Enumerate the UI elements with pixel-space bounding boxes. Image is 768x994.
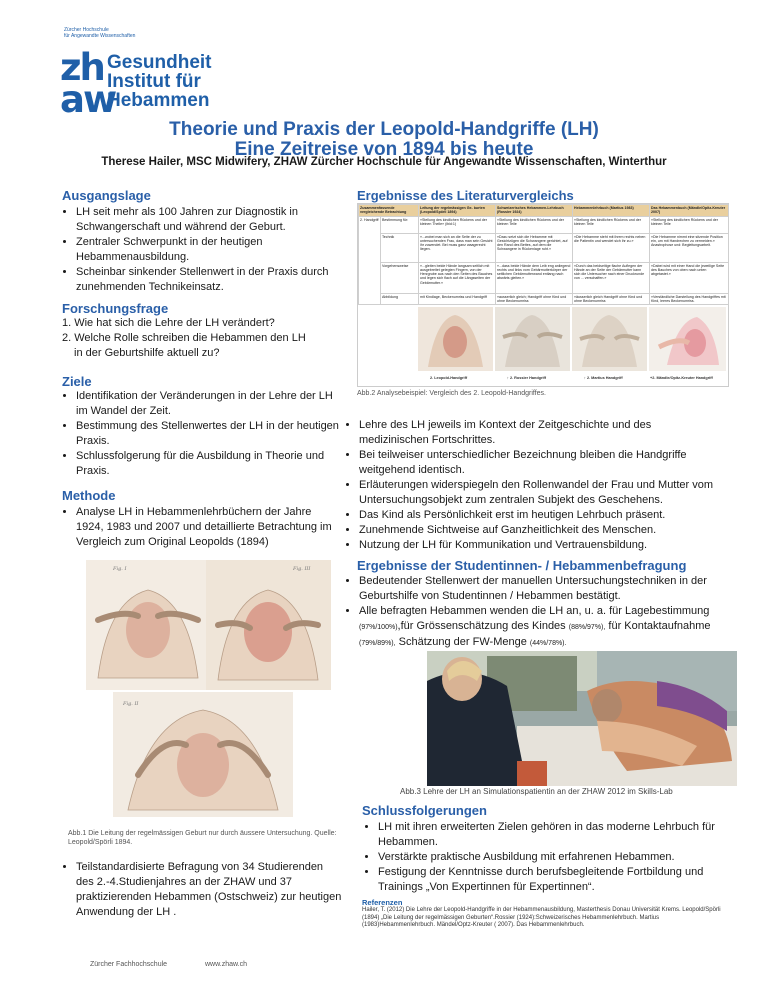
befragung-method xyxy=(62,860,342,920)
table-cell: «...wobei man sich an die Seite der zu untersuchenden Frau, dass man sein Gesicht ihr zuwendet. Bei muss ganz waagerecht liegen. xyxy=(419,233,496,262)
table-cell: «Stellung des kindlichen Rückens und der kleinen Teile xyxy=(496,216,573,233)
literatur-results xyxy=(343,418,723,553)
fig-label-b: Fig. III xyxy=(293,566,311,572)
martius-thumb-svg xyxy=(572,307,647,371)
leopold-illustrations xyxy=(68,560,338,824)
pct-groesse: (88%/97%), xyxy=(568,624,606,631)
analysis-table-figure xyxy=(357,203,729,387)
pct-kontakt: (79%/89%), xyxy=(359,640,396,647)
martius-thumb xyxy=(572,307,647,371)
footer-url[interactable]: www.zhaw.ch xyxy=(205,961,248,968)
pct-lage: (97%/100%) xyxy=(359,624,398,631)
logo-top: zh xyxy=(60,46,104,89)
footer-left: Zürcher Fachhochschule xyxy=(90,961,168,968)
table-header: Zusammenfassende vergleichende Betrachtung xyxy=(359,205,419,217)
methode-section xyxy=(62,488,340,550)
thumb-label: 2. Leopold-Handgriff xyxy=(430,376,468,380)
fig-label-a: Fig. I xyxy=(113,566,127,572)
table-cell: «Stellung des kindlichen Rückens und der kleinen Theile» (ibid:1) xyxy=(419,216,496,233)
result-item: • Nutzung der LH für Kommunikation und Vertrauensbildung. xyxy=(359,538,723,553)
refs-heading: Referenzen xyxy=(362,898,403,907)
befragung-item xyxy=(359,604,728,651)
figure-2-caption: Abb.2 Analysebeispiel: Vergleich des 2. Leopold-Handgriffes. xyxy=(357,390,546,397)
table-cell: «...gleiten beide Hände langsam seitlich mit ausgebreitet gelegten Fingern, von der Herzgrube aus nach den Seiten des Bauches und legen sich flach auf die Längsseiten der Gebärmutter.» xyxy=(419,262,496,293)
table-header: Leitung der regelmässigen Ge- burten (Leopold/Spörli 1894) xyxy=(419,205,496,217)
ziele-heading: Ziele xyxy=(62,374,92,389)
table-cell: Technik xyxy=(381,233,419,262)
table-cell: «Dabei wird mit einer Hand die jeweilige Seite des Bauches von oben nach unten abgetastet.» xyxy=(650,262,729,293)
table-header: Das Hebammenbuch (Mändle/Opitz-Kreuter 2007) xyxy=(650,205,729,217)
institution-line1: Zürcher Hochschule xyxy=(64,27,109,33)
befragung-mid2: für Kontaktaufnahme xyxy=(608,620,711,632)
row-label: 2. Handgriff xyxy=(359,216,381,305)
thumb-label: +2. Mändle/Opitz-Kreuter Handgriff xyxy=(650,376,713,380)
department-name xyxy=(107,53,212,110)
figure-1 xyxy=(68,560,338,824)
ausgangslage-item: • Zentraler Schwerpunkt in der heutigen Hebammenausbildung. xyxy=(76,235,337,265)
schluss-heading: Schlussfolgerungen xyxy=(362,803,487,818)
skills-lab-photo-svg xyxy=(427,651,737,786)
maendle-thumb xyxy=(649,307,726,371)
dept-line2: Institut für xyxy=(107,71,201,92)
table-header: Schweizerisches Hebammen-Lehrbuch (Rossier 1924) xyxy=(496,205,573,217)
table-header: Hebammenlehrbuch (Martius 1983) xyxy=(573,205,650,217)
schluss-item: • Festigung der Kenntnisse durch berufsbegleitende Fortbildung und Trainings „Von Expertinnen für Expertinnen“. xyxy=(378,865,732,895)
rossier-thumb-svg xyxy=(495,307,570,371)
result-item: • Zunehmende Sichtweise auf Ganzheitlichkeit des Menschen. xyxy=(359,523,723,538)
forschungsfrage-section xyxy=(62,301,342,361)
title-line1: Theorie und Praxis der Leopold-Handgriffe (LH) xyxy=(169,119,599,140)
institution-line2: für Angewandte Wissenschaften xyxy=(64,33,136,39)
table-cell: «Verständliche Darstellung des Handgriffes mit Kind, leeres Beckenumriss. xyxy=(650,293,729,305)
analysis-table xyxy=(358,204,729,305)
dept-line1: Gesundheit xyxy=(107,52,212,73)
thumb-label: ↑ 2. Rossier Handgriff xyxy=(507,376,547,380)
result-item: • Erläuterungen widerspiegeln den Rollenwandel der Frau und Mutter vom Untersuchungsobjekt zum zentralen Subjekt des Geschehens. xyxy=(359,478,723,508)
befragung-results xyxy=(343,574,728,651)
table-cell: «Dazu setzt sich die Hebamme mit Gesichtzügen die Schwangere gerichtet, auf den Rand des Bettes, auf dem die Schwangere in Rückenlage ruht.» xyxy=(496,233,573,262)
maendle-thumb-svg xyxy=(649,307,726,371)
skills-lab-photo xyxy=(427,651,737,786)
ziele-item: • Bestimmung des Stellenwertes der LH in der heutigen Praxis. xyxy=(76,419,340,449)
literatur-heading-text: Ergebnisse des Literaturvergleichs xyxy=(357,188,574,203)
table-cell: Abbildung xyxy=(381,293,419,305)
question-2-cont: in der Geburtshilfe aktuell zu? xyxy=(74,347,220,359)
forschungsfrage-heading: Forschungsfrage xyxy=(62,301,169,316)
table-header-row xyxy=(359,205,729,217)
table-cell: «Stellung des kindlichen Rückens und der kleinen Teile xyxy=(650,216,729,233)
ziele-item: • Identifikation der Veränderungen in der Lehre der LH im Wandel der Zeit. xyxy=(76,389,340,419)
title-line2: Eine Zeitreise von 1894 bis heute xyxy=(234,139,534,160)
befragung-lead: Alle befragten Hebammen wenden die LH an, u. a. für Lagebestimmung xyxy=(359,605,710,617)
table-cell: «Durch das beidseitige flache Auflegen der Hände an der Seite der Gebärmutter kann sich die Untersucher nach einer Druckrunde von ... verschaffen.» xyxy=(573,262,650,293)
method-item: • Teilstandardisierte Befragung von 34 Studierenden des 2.-4.Studienjahres an der ZHAW und 37 praktizierenden Hebammen (Ostschweiz) zur heutigen Anwendung der LH . xyxy=(76,860,342,920)
table-cell: «Stellung des kindlichen Rückens und der kleinen Teile xyxy=(573,216,650,233)
table-row xyxy=(359,216,729,233)
fig-label-c: Fig. II xyxy=(123,701,139,707)
ziele-item: • Schlussfolgerung für die Ausbildung in Theorie und Praxis. xyxy=(76,449,340,479)
ziele-section xyxy=(62,374,340,479)
figure-1-caption: Abb.1 Die Leitung der regelmässigen Geburt nur durch äussere Untersuchung. Quelle: Leopold/Spörli 1894. xyxy=(68,830,337,846)
institution-name xyxy=(64,27,135,39)
ausgangslage-heading: Ausgangslage xyxy=(62,188,151,203)
logo-bottom: aw xyxy=(60,78,116,121)
ausgangslage-item: • LH seit mehr als 100 Jahren zur Diagnostik in Schwangerschaft und während der Geburt. xyxy=(76,205,337,235)
leopold-thumb xyxy=(418,307,493,371)
question-2: 2. Welche Rolle schreiben die Hebammen den LH xyxy=(62,332,306,344)
table-cell: mit Kindlage, Beckenumriss und Handgriff xyxy=(419,293,496,305)
befragung-mid1: ,für Grössenschätzung des Kindes xyxy=(397,620,566,632)
figure-3-caption: Abb.3 Lehre der LH an Simulationspatientin an der ZHAW 2012 im Skills-Lab xyxy=(400,787,673,796)
table-cell: Vorgehensweise xyxy=(381,262,419,293)
table-cell: Bestimmung für: xyxy=(381,216,419,233)
table-cell: «...dass beide Hände dem Leib eng anliegend rechts und links vom Gebärmutterkörper der seitlichen Gebärmutterwand entlang nach abwärts gleiten.» xyxy=(496,262,573,293)
methode-item: • Analyse LH in Hebammenlehrbüchern der Jahre 1924, 1983 und 2007 und detaillierte Betrachtung im Vergleich zum Original Leopolds (1894) xyxy=(76,505,340,550)
pct-fw: (44%/78%). xyxy=(529,640,567,647)
dept-line3: Hebammen xyxy=(107,90,210,111)
befragung-mid3: Schätzung der FW-Menge xyxy=(395,636,527,648)
ausgangslage-item: • Scheinbar sinkender Stellenwert in der Praxis durch zunehmenden Technikeinsatz. xyxy=(76,265,337,295)
refs-text: Hailer, T. (2012) Die Lehre der Leopold-Handgriffe in der Hebammenausbildung, Masterthesis Donau Universität Krems. Leopold/Spörli (1894) „Die Leitung der regelmässigen Geburten“.Rossier (1924):Schweizerisches Hebammenlehrbuch. Martius (1983)Hebammenlehrbuch. Mändel/Optz-Kreuter ( 2007). Das Hebammenlehrbuch. xyxy=(362,907,721,928)
result-item: • Bei teilweiser unterschiedlicher Bezeichnung bleiben die Handgriffe weitgehend identisch. xyxy=(359,448,723,478)
literatur-heading xyxy=(357,188,574,203)
table-row xyxy=(359,233,729,262)
table-row xyxy=(359,293,729,305)
table-cell: «ausserlich gleich; Handgriff ohne Kind und ohne Beckenumriss xyxy=(496,293,573,305)
result-item: • Lehre des LH jeweils im Kontext der Zeitgeschichte und des medizinischen Fortschrittes. xyxy=(359,418,723,448)
table-cell: «Die Hebamme steht mit ihrem rechts neben die Patientin und wendet sich ihr zu.» xyxy=(573,233,650,262)
poster-title xyxy=(0,120,768,160)
ausgangslage-section xyxy=(62,188,337,295)
befragung-item: • Bedeutender Stellenwert der manuellen Untersuchungstechniken in der Geburtshilfe von Studentinnen / Hebammen bestätigt. xyxy=(359,574,728,604)
schluss-section xyxy=(362,803,732,930)
thumb-label: ↑ 2. Martius Handgriff xyxy=(584,376,623,380)
table-cell: «äusserlich gleich Handgriff ohne Kind und ohne Beckenumriss xyxy=(573,293,650,305)
methode-heading: Methode xyxy=(62,488,116,503)
authors: Therese Hailer, MSC Midwifery, ZHAW Zürcher Hochschule für Angewandte Wissenschaften, Winterthur xyxy=(101,156,667,168)
table-row xyxy=(359,262,729,293)
result-item: • Das Kind als Persönlichkeit erst im heutigen Lehrbuch präsent. xyxy=(359,508,723,523)
schluss-item: • LH mit ihren erweiterten Zielen gehören in das moderne Lehrbuch für Hebammen. xyxy=(378,820,732,850)
leopold-thumb-svg xyxy=(418,307,493,371)
question-1: 1. Wie hat sich die Lehre der LH verändert? xyxy=(62,317,275,329)
befragung-section xyxy=(357,558,737,573)
befragung-heading: Ergebnisse der Studentinnen- / Hebammenbefragung xyxy=(357,558,687,573)
schluss-item: • Verstärkte praktische Ausbildung mit erfahrenen Hebammen. xyxy=(378,850,732,865)
table-cell: «Die Hebamme nimmt eine sitzende Position ein, um mit Handrechen zu vermeiden.» Anastrophose und: Begleitungsarbeit. xyxy=(650,233,729,262)
rossier-thumb xyxy=(495,307,570,371)
